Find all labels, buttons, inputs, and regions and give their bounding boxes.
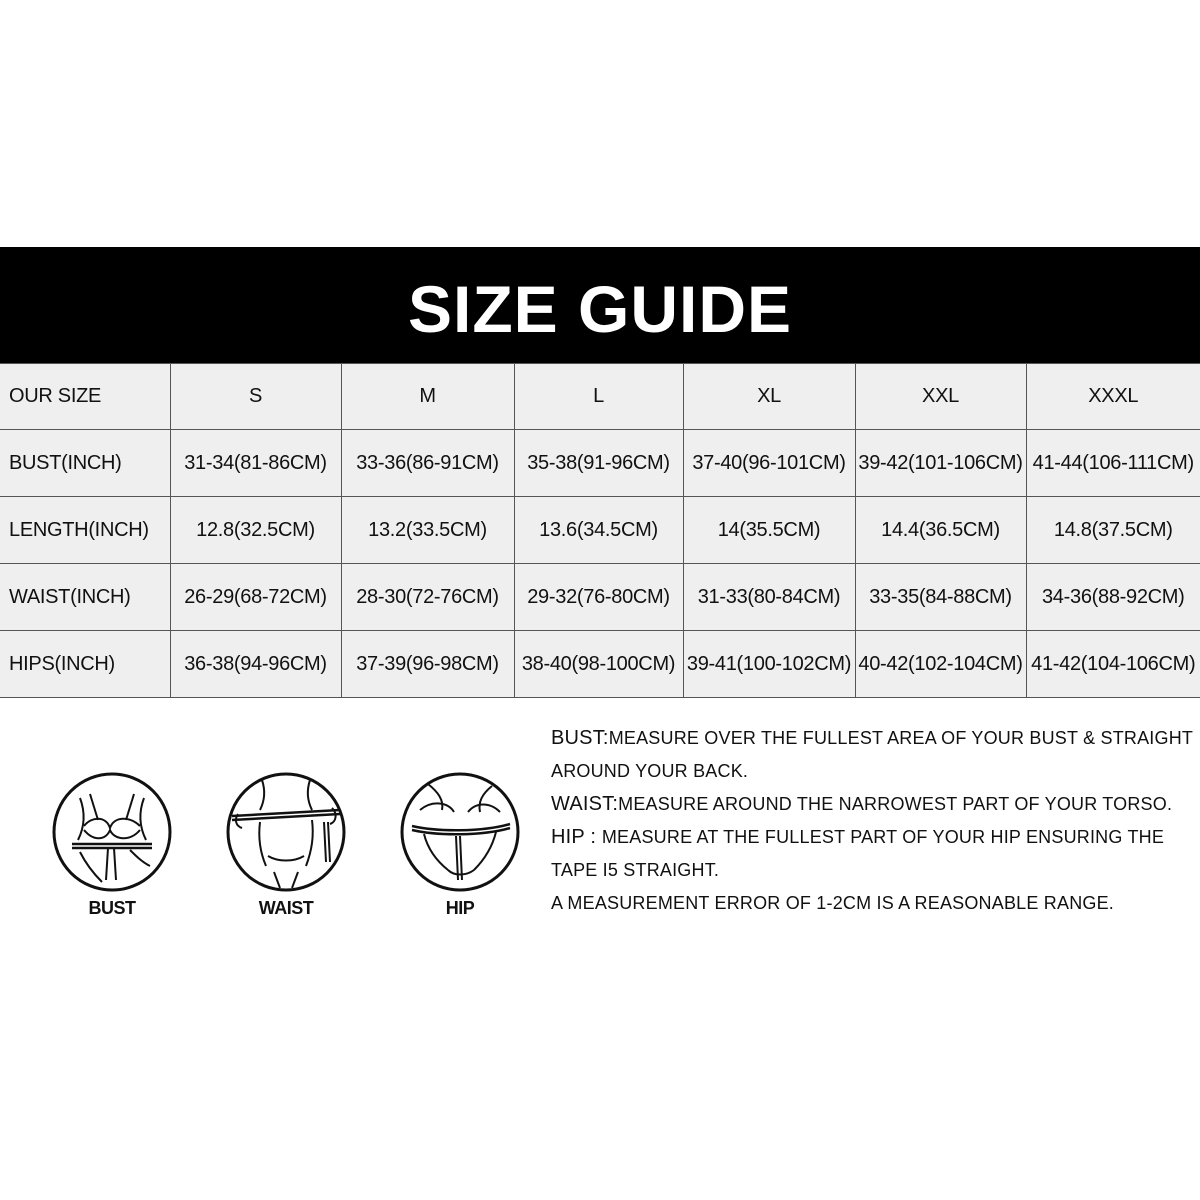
size-cell: XXL: [855, 364, 1026, 430]
table-cell: 37-40(96-101CM): [683, 430, 855, 497]
table-cell: 34-36(88-92CM): [1026, 564, 1200, 631]
table-cell: 38-40(98-100CM): [514, 631, 683, 698]
size-table: [0, 363, 1200, 698]
row-label: LENGTH(INCH): [0, 497, 170, 564]
hip-note: [551, 821, 1196, 887]
hip-measure-icon: [398, 770, 522, 894]
table-cell: 36-38(94-96CM): [170, 631, 341, 698]
size-cell: XL: [683, 364, 855, 430]
waist-measure-icon: [224, 770, 348, 894]
bust-note-text: MEASURE OVER THE FULLEST AREA OF YOUR BUST & STRAIGHT AROUND YOUR BACK.: [551, 728, 1193, 781]
size-cell: L: [514, 364, 683, 430]
page-title: SIZE GUIDE: [407, 272, 793, 346]
table-cell: 35-38(91-96CM): [514, 430, 683, 497]
size-cell: S: [170, 364, 341, 430]
row-label: BUST(INCH): [0, 430, 170, 497]
hip-icon-label: HIP: [445, 898, 475, 918]
table-cell: 41-44(106-111CM): [1026, 430, 1200, 497]
table-cell: 13.6(34.5CM): [514, 497, 683, 564]
header-label: OUR SIZE: [0, 364, 170, 430]
table-cell: 37-39(96-98CM): [341, 631, 514, 698]
table-row-length: [0, 497, 1200, 564]
hip-note-text: MEASURE AT THE FULLEST PART OF YOUR HIP ENSURING THE TAPE I5 STRAIGHT.: [551, 827, 1165, 880]
table-row-waist: [0, 564, 1200, 631]
table-cell: 40-42(102-104CM): [855, 631, 1026, 698]
table-cell: 33-35(84-88CM): [855, 564, 1026, 631]
table-cell: 13.2(33.5CM): [341, 497, 514, 564]
table-cell: 14.4(36.5CM): [855, 497, 1026, 564]
table-cell: 41-42(104-106CM): [1026, 631, 1200, 698]
size-header-row: [0, 364, 1200, 430]
table-row-hips: [0, 631, 1200, 698]
waist-icon-label: WAIST: [258, 898, 314, 918]
bust-figure: [50, 770, 174, 919]
measurement-icons: [50, 770, 530, 920]
error-note: A MEASUREMENT ERROR OF 1-2CM IS A REASONABLE RANGE.: [551, 893, 1114, 913]
row-label: WAIST(INCH): [0, 564, 170, 631]
table-row-bust: [0, 430, 1200, 497]
waist-note: [551, 788, 1196, 821]
table-cell: 39-41(100-102CM): [683, 631, 855, 698]
row-label: HIPS(INCH): [0, 631, 170, 698]
table-cell: 14.8(37.5CM): [1026, 497, 1200, 564]
waist-figure: [224, 770, 348, 919]
bust-icon-label: BUST: [88, 898, 136, 918]
hip-note-term: HIP :: [551, 826, 602, 848]
waist-note-term: WAIST:: [551, 793, 619, 815]
bust-measure-icon: [50, 770, 174, 894]
table-cell: 12.8(32.5CM): [170, 497, 341, 564]
table-cell: 26-29(68-72CM): [170, 564, 341, 631]
hip-figure: [398, 770, 522, 919]
size-cell: XXXL: [1026, 364, 1200, 430]
waist-note-text: MEASURE AROUND THE NARROWEST PART OF YOUR TORSO.: [618, 794, 1173, 814]
bust-note: [551, 722, 1196, 788]
table-cell: 31-34(81-86CM): [170, 430, 341, 497]
measurement-notes: [551, 722, 1196, 920]
table-cell: 14(35.5CM): [683, 497, 855, 564]
table-cell: 31-33(80-84CM): [683, 564, 855, 631]
bust-note-term: BUST:: [551, 727, 609, 749]
table-cell: 33-36(86-91CM): [341, 430, 514, 497]
title-banner: [0, 247, 1200, 363]
table-cell: 28-30(72-76CM): [341, 564, 514, 631]
table-cell: 39-42(101-106CM): [855, 430, 1026, 497]
table-cell: 29-32(76-80CM): [514, 564, 683, 631]
size-cell: M: [341, 364, 514, 430]
